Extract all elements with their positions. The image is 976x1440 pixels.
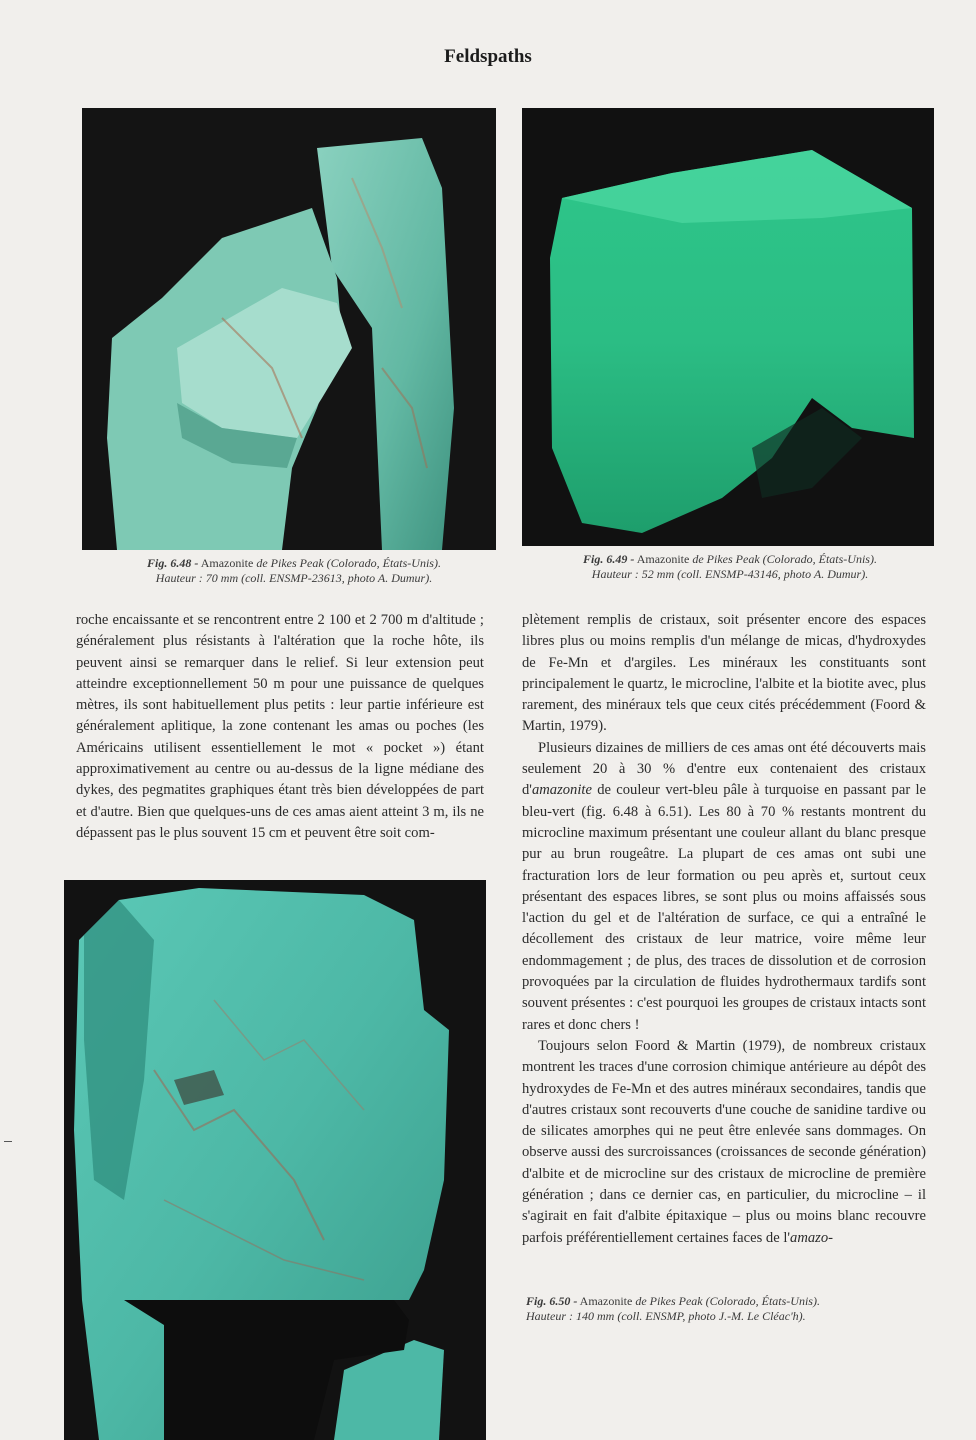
figure-number: Fig. 6.49 - [583, 552, 635, 566]
paragraph [522, 1036, 926, 1249]
caption-text: Amazonite [634, 552, 693, 566]
paragraph: plètement remplis de cristaux, soit présenter encore des espaces libres plus ou moins remplis d'un mélange de micas, d'hydroxydes de Fe-Mn et d'argiles. Les minéraux les constituants sont principalement le quartz, le microcline, l'albite et la biotite avec, plus rarement, des minéraux tels que ceux cités précédemment (Foord & Martin, 1979). [522, 612, 926, 735]
paragraph-text: de couleur vert-bleu pâle à turquoise en passant par le bleu-vert (fig. 6.48 à 6.51). Les 80 à 70 % restants montrent du microcline maximum présentant une couleur allant du blanc presque pur au brun rougeâtre. La plupart de ces amas ont subi une fracturation lors de leur formation ou peu après et, surtout ceux présentant des espaces libres, se sont plus ou moins affaissés sous l'action du gel et de l'altération de surface, ce qui a entraîné le décollement des cristaux de leur matrice, voire même leur endommagement ; de plus, des traces de dissolution et de corrosion provoquées par la circulation de fluides hydrothermaux tardifs sont souvent présentes : c'est pourquoi les groupes de cristaux intacts sont rares et donc chers ! [522, 782, 926, 1033]
amazonite-crystal-photo-icon [82, 108, 496, 550]
paragraph: roche encaissante et se rencontrent entre 2 100 et 2 700 m d'altitude ; généralement plus résistants à l'altération que la roche hôte, ils peuvent ainsi se remarquer dans le relief. Si leur extension peut atteindre exceptionnellement 50 m pour une puissance de quelques mètres, ils sont habituellement plus petits : leur partie inférieure est généralement aplitique, la zone contenant les amas ou poches (les Américains utilisent essentiellement le mot « pocket ») étant approximativement au centre ou au-dessus de la ligne médiane des dykes, des pegmatites graphiques étant très bien développées de part et d'autre. Bien que quelques-uns de ces amas aient atteint 3 m, ils ne dépassent pas le plus souvent 15 cm et peuvent être soit com- [76, 612, 484, 841]
paragraph [522, 738, 926, 1036]
paragraph-italic: amazo- [790, 1229, 833, 1246]
figure-6-49-caption [530, 552, 930, 582]
figure-6-50-caption [526, 1294, 926, 1324]
figure-6-48-photo [82, 108, 496, 550]
caption-location: de Pikes Peak (Colorado, États-Unis). [635, 1294, 820, 1308]
paragraph-text: Plusieurs dizaines de milliers de ces amas ont été découverts mais seulement 20 à 30 % d'entre eux contenaient des cristaux d' [522, 739, 926, 799]
caption-text: Amazonite [577, 1294, 636, 1308]
left-column-text [76, 610, 484, 844]
caption-location: de Pikes Peak (Colorado, États-Unis). [692, 552, 877, 566]
right-column-text [522, 610, 926, 1249]
margin-mark [4, 1141, 12, 1142]
paragraph-text: Toujours selon Foord & Martin (1979), de nombreux cristaux montrent les traces d'une corrosion chimique antérieure au dépôt des hydroxydes de Fe-Mn et des autres minéraux secondaires, tandis que d'autres cristaux sont recouverts d'une couche de sanidine tardive ou de silicates amorphes qui ne peut être enlevée sans dommages. On observe aussi des surcroissances (croissances de seconde génération) d'albite et de microcline sur des cristaux de microcline de première génération ; dans ce dernier cas, en particulier, du microcline – il s'agirait en fait d'albite épitaxique – plus ou moins blanc recouvre parfois préférentiellement certaines faces de l' [522, 1037, 926, 1246]
paragraph-italic: amazonite [531, 782, 592, 799]
figure-6-49-photo [522, 108, 934, 546]
figure-number: Fig. 6.50 - [526, 1294, 578, 1308]
figure-number: Fig. 6.48 - [147, 556, 199, 570]
caption-detail: Hauteur : 52 mm (coll. ENSMP-43146, photo A. Dumur). [591, 567, 869, 581]
page-title: Feldspaths [444, 46, 532, 67]
amazonite-crystal-photo-icon [64, 880, 486, 1440]
figure-6-50-photo [64, 880, 486, 1440]
figure-6-48-caption [94, 556, 494, 586]
amazonite-crystal-photo-icon [522, 108, 934, 546]
caption-detail: Hauteur : 140 mm (coll. ENSMP, photo J.-M. Le Cléac'h). [526, 1309, 806, 1323]
caption-location: de Pikes Peak (Colorado, États-Unis). [256, 556, 441, 570]
caption-text: Amazonite [198, 556, 257, 570]
caption-detail: Hauteur : 70 mm (coll. ENSMP-23613, photo A. Dumur). [155, 571, 433, 585]
